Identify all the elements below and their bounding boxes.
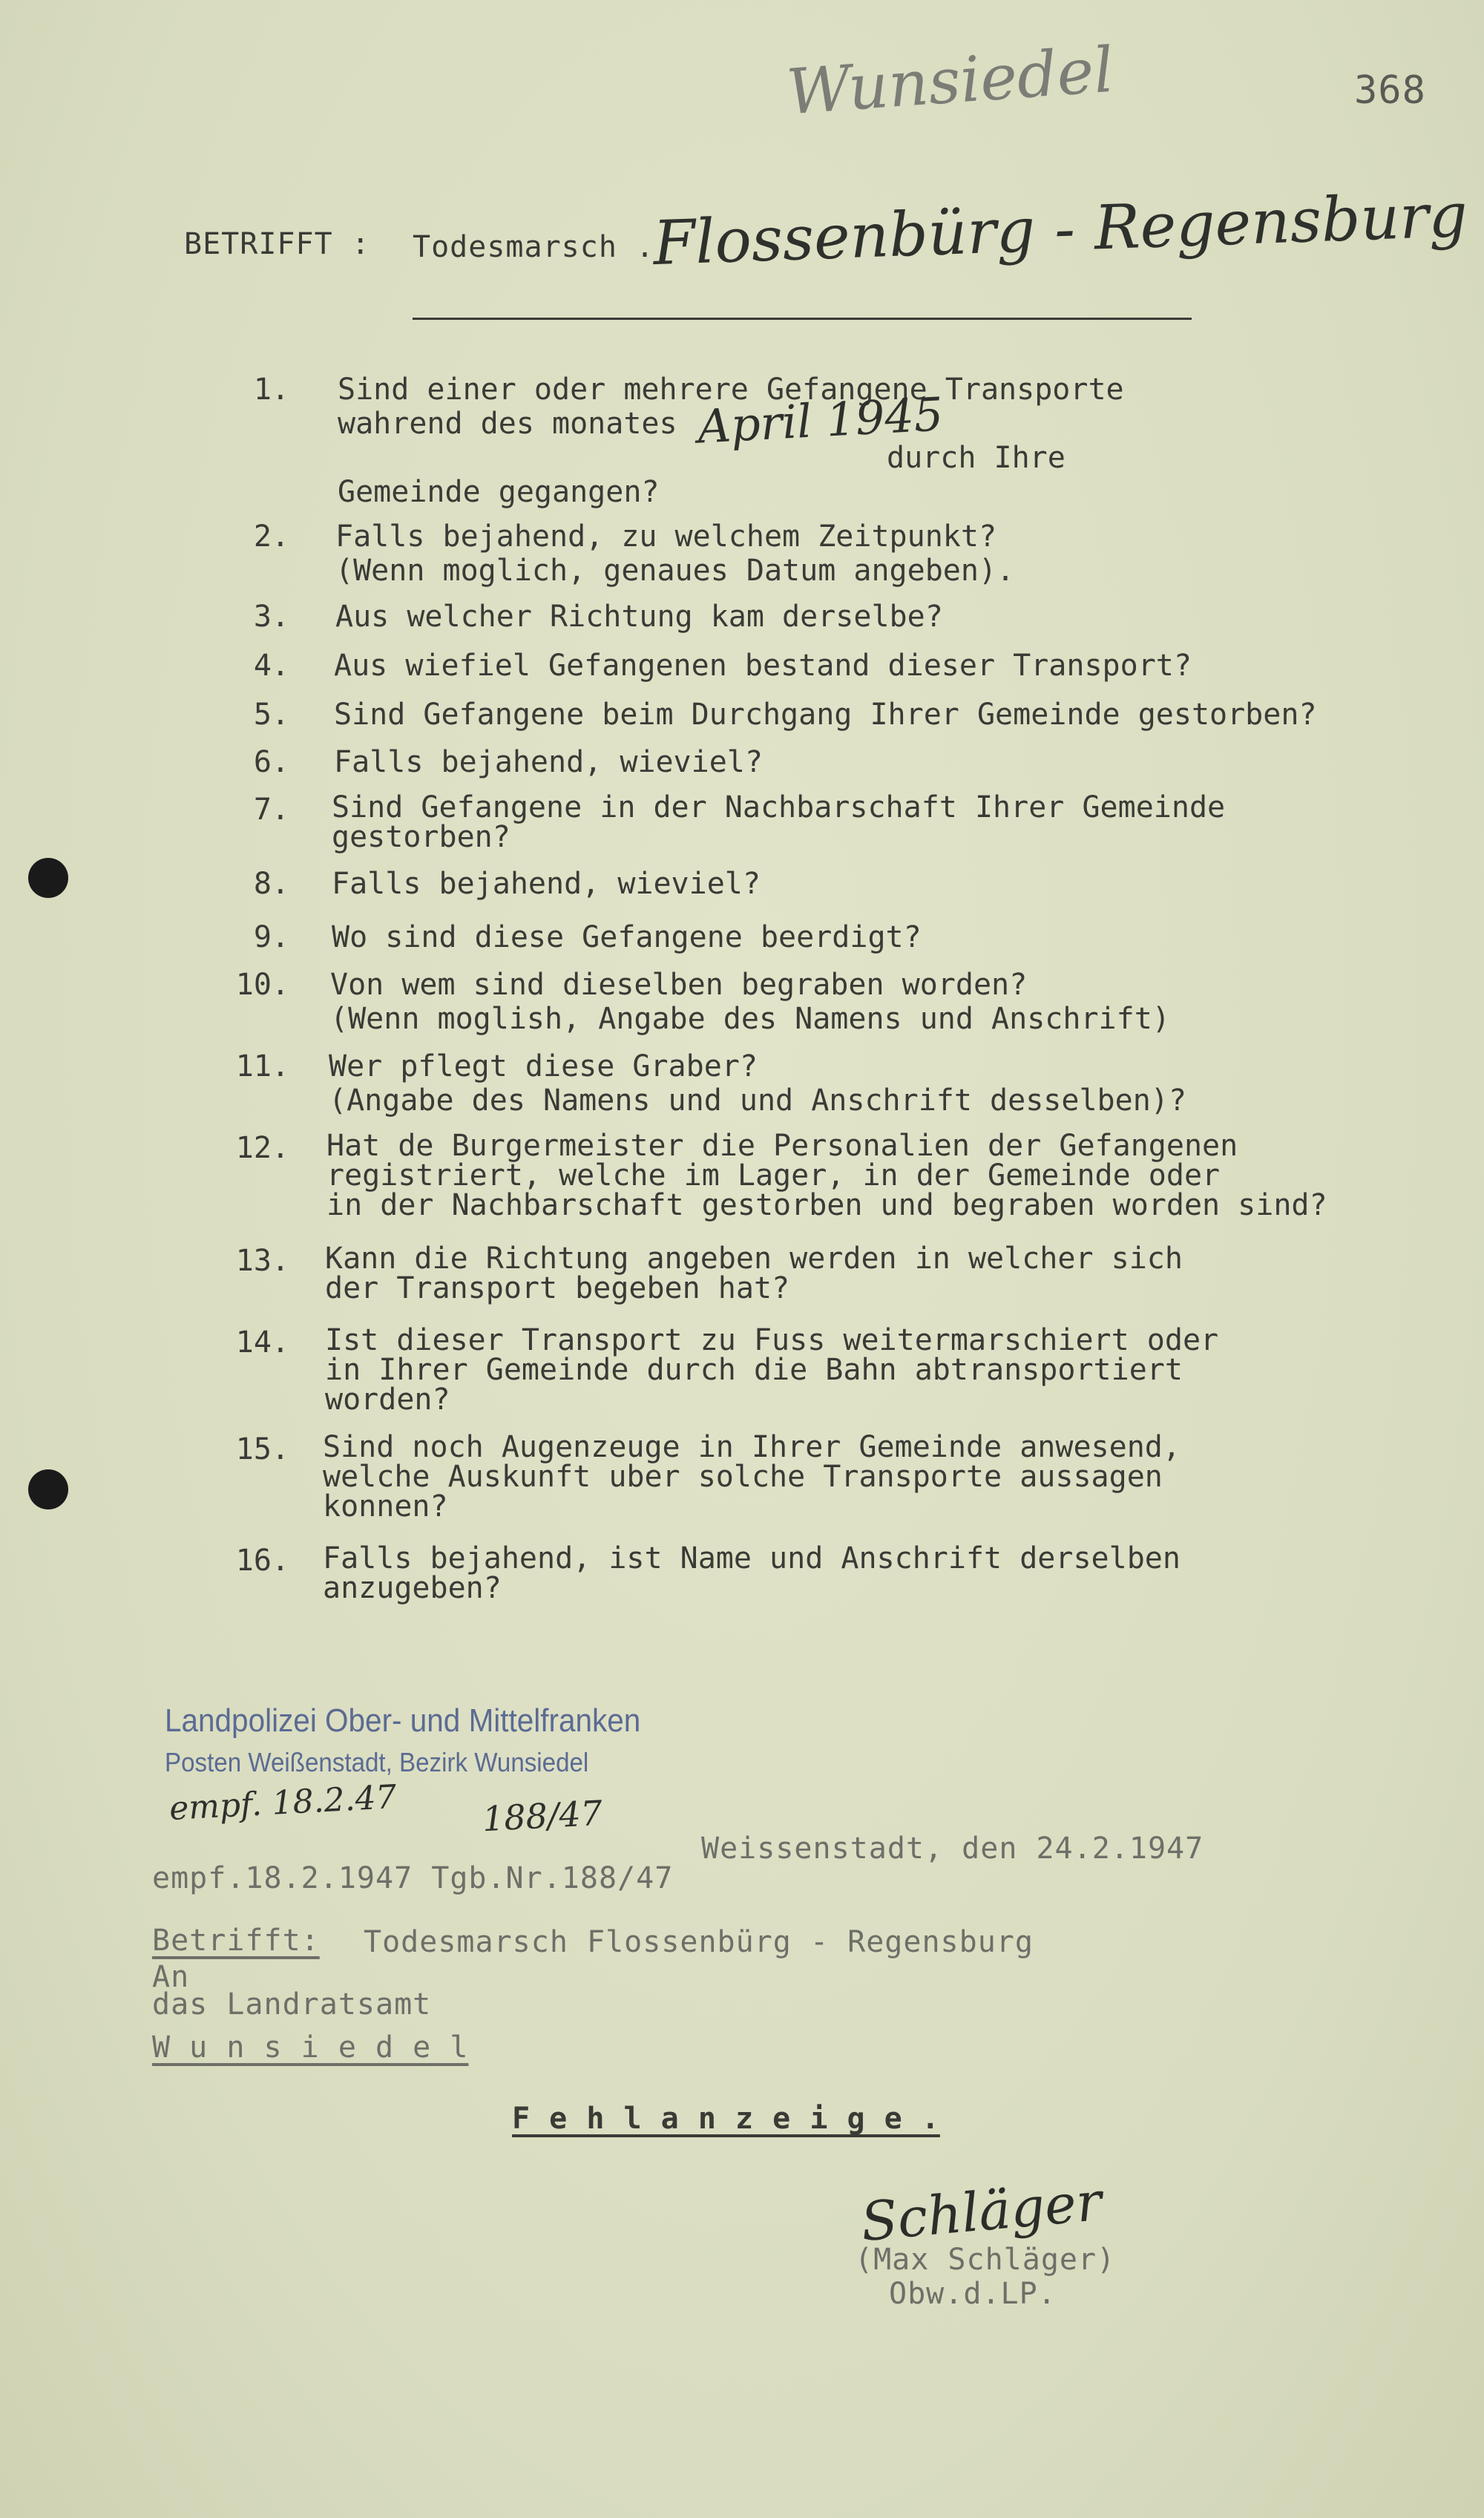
reply-subject-text: Todesmarsch Flossenbürg - Regensburg	[364, 1925, 1034, 1959]
punch-hole-upper	[28, 858, 68, 898]
nil-return-notice: F e h l a n z e i g e .	[512, 2102, 940, 2136]
question-number: 8.	[253, 867, 289, 901]
question-number: 12.	[235, 1131, 289, 1165]
question-number: 4.	[253, 649, 289, 683]
place-handwritten: Wunsiedel	[784, 33, 1117, 129]
question-text: Hat de Burgermeister die Personalien der Gefangenen registriert, welche im Lager, in der Gemeinde oder in der Nachbarschaft gestorben und begraben worden sind?	[326, 1129, 1327, 1222]
question-text: Ist dieser Transport zu Fuss weitermarschiert oder in Ihrer Gemeinde durch die Bahn abtransportiert worden?	[325, 1323, 1219, 1417]
reply-place-date: Weissenstadt, den 24.2.1947	[701, 1832, 1204, 1866]
question-text: Aus wiefiel Gefangenen bestand dieser Transport?	[334, 649, 1192, 683]
question-text-continued: durch Ihre Gemeinde gegangen?	[338, 441, 1066, 509]
question-number: 9.	[253, 920, 289, 954]
page-number: 368	[1354, 68, 1426, 113]
question-number: 10.	[235, 968, 289, 1002]
reply-to: An	[152, 1960, 190, 1994]
question-number: 6.	[253, 745, 289, 779]
question-text: Sind einer oder mehrere Gefangene Transporte wahrend des monates	[338, 373, 1124, 441]
question-text: Kann die Richtung angeben werden in welcher sich der Transport begeben hat?	[325, 1242, 1183, 1305]
subject-label: BETRIFFT :	[184, 227, 370, 261]
signatory-rank: Obw.d.LP.	[889, 2277, 1057, 2311]
question-text: Sind Gefangene beim Durchgang Ihrer Gemeinde gestorben?	[334, 698, 1317, 732]
police-stamp-line-2: Posten Weißenstadt, Bezirk Wunsiedel	[165, 1747, 589, 1777]
question-text: Falls bejahend, wieviel?	[332, 867, 761, 901]
question-text: Sind noch Augenzeuge in Ihrer Gemeinde anwesend, welche Auskunft uber solche Transporte aussagen konnen?	[323, 1430, 1181, 1524]
question-text: Wer pflegt diese Graber? (Angabe des Namens und und Anschrift desselben)?	[329, 1049, 1186, 1118]
month-handwritten: April 1945	[696, 387, 945, 454]
question-number: 11.	[235, 1049, 289, 1083]
stamp-journal-number: 188/47	[481, 1792, 604, 1840]
question-text: Falls bejahend, ist Name und Anschrift derselben anzugeben?	[323, 1541, 1181, 1605]
stamp-received-date: empf. 18.2.47	[168, 1778, 398, 1828]
subject-text: Todesmarsch ..	[413, 230, 674, 264]
subject-handwritten: Flossenbürg - Regensburg	[651, 180, 1469, 280]
question-number: 15.	[235, 1432, 289, 1466]
signatory-name: (Max Schläger)	[855, 2243, 1116, 2277]
question-number: 13.	[235, 1244, 289, 1278]
reply-recipient: das Landratsamt	[152, 1987, 432, 2022]
question-number: 3.	[253, 600, 289, 634]
question-number: 14.	[235, 1325, 289, 1360]
signature: Schläger	[858, 2169, 1105, 2254]
police-stamp-line-1: Landpolizei Ober- und Mittelfranken	[165, 1702, 641, 1739]
question-text: Wo sind diese Gefangene beerdigt?	[332, 920, 922, 954]
question-text: Falls bejahend, zu welchem Zeitpunkt? (Wenn moglich, genaues Datum angeben).	[335, 519, 1015, 588]
question-text: Von wem sind dieselben begraben worden? (Wenn moglish, Angabe des Namens und Anschrift)	[330, 968, 1170, 1036]
question-number: 2.	[253, 519, 289, 554]
subject-underline	[413, 318, 1192, 320]
question-text: Sind Gefangene in der Nachbarschaft Ihrer Gemeinde gestorben?	[332, 790, 1226, 854]
question-text: Aus welcher Richtung kam derselbe?	[335, 600, 943, 634]
question-number: 5.	[253, 698, 289, 732]
question-text: Falls bejahend, wieviel?	[334, 745, 763, 779]
question-number: 1.	[253, 373, 289, 407]
punch-hole-lower	[28, 1469, 68, 1509]
reply-subject-label: Betrifft:	[152, 1924, 320, 1958]
question-number: 7.	[253, 793, 289, 827]
reply-received-note: empf.18.2.1947 Tgb.Nr.188/47	[152, 1861, 674, 1895]
reply-recipient-city: W u n s i e d e l	[152, 2030, 469, 2065]
question-number: 16.	[235, 1544, 289, 1578]
